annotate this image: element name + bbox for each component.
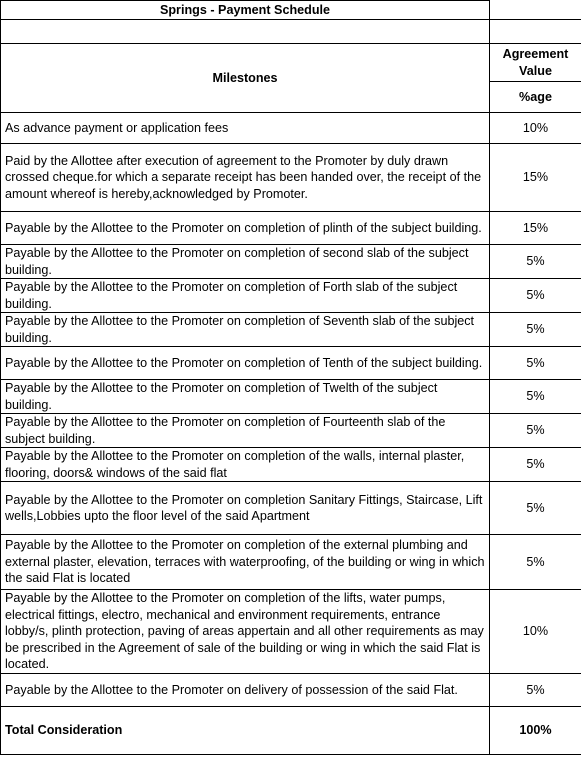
milestone-cell: Payable by the Allottee to the Promoter on completion of the walls, internal plaster, flooring, doors& windows of the said flat [1, 448, 490, 482]
total-label: Total Consideration [1, 707, 490, 755]
blank-cell [1, 20, 490, 44]
table-row [1, 279, 581, 313]
table-row [1, 313, 581, 347]
milestone-cell: Payable by the Allottee to the Promoter on completion of Fourteenth slab of the subject building. [1, 414, 490, 448]
table-row [1, 414, 581, 448]
blank-cell [490, 20, 581, 44]
table-row [1, 590, 581, 674]
total-value: 100% [490, 707, 581, 755]
table-row [1, 674, 581, 707]
percent-cell: 5% [490, 380, 581, 414]
table-row [1, 380, 581, 414]
percent-cell: 5% [490, 448, 581, 482]
milestone-cell: Payable by the Allottee to the Promoter on completion of Seventh slab of the subject building. [1, 313, 490, 347]
milestone-cell: Paid by the Allottee after execution of agreement to the Promoter by duly drawn crossed cheque.for which a separate receipt has been handed over, the receipt of the amount whereof is hereby,acknowledged by Promoter. [1, 144, 490, 212]
milestone-cell: Payable by the Allottee to the Promoter on completion of the lifts, water pumps, electrical fittings, electro, mechanical and environment requirements, entrance lobby/s, plinth protection, paving of areas appertain and all other requirements as may be prescribed in the Agreement of sale of the building or wing in which the said Flat is located. [1, 590, 490, 674]
milestone-cell: As advance payment or application fees [1, 113, 490, 144]
schedule-title: Springs - Payment Schedule [1, 1, 490, 20]
milestone-cell: Payable by the Allottee to the Promoter on completion of plinth of the subject building. [1, 212, 490, 245]
table-row [1, 482, 581, 535]
table-row [1, 245, 581, 279]
percent-cell: 5% [490, 414, 581, 448]
percent-cell: 10% [490, 590, 581, 674]
milestones-header: Milestones [1, 44, 490, 113]
total-row [1, 707, 581, 755]
percent-cell: 5% [490, 313, 581, 347]
agreement-value-header: Agreement Value [490, 44, 581, 82]
blank-row [1, 20, 581, 44]
title-row [1, 1, 581, 20]
percent-cell: 5% [490, 245, 581, 279]
milestone-cell: Payable by the Allottee to the Promoter on completion Sanitary Fittings, Staircase, Lift wells,Lobbies upto the floor level of the said Apartment [1, 482, 490, 535]
percent-cell: 5% [490, 347, 581, 380]
table-row [1, 212, 581, 245]
milestone-cell: Payable by the Allottee to the Promoter on completion of the external plumbing and external plaster, elevation, terraces with waterproofing, of the building or wing in which the said Flat is located [1, 535, 490, 590]
percent-cell: 10% [490, 113, 581, 144]
milestone-cell: Payable by the Allottee to the Promoter on completion of Twelth of the subject building. [1, 380, 490, 414]
milestone-cell: Payable by the Allottee to the Promoter on delivery of possession of the said Flat. [1, 674, 490, 707]
table-row [1, 448, 581, 482]
percent-cell: 5% [490, 279, 581, 313]
milestone-cell: Payable by the Allottee to the Promoter on completion of Forth slab of the subject building. [1, 279, 490, 313]
percent-cell: 5% [490, 674, 581, 707]
title-blank-cell [490, 1, 581, 20]
percent-cell: 15% [490, 212, 581, 245]
percent-cell: 5% [490, 535, 581, 590]
table-row [1, 144, 581, 212]
milestone-cell: Payable by the Allottee to the Promoter on completion of second slab of the subject building. [1, 245, 490, 279]
percent-cell: 15% [490, 144, 581, 212]
table-row [1, 535, 581, 590]
table-row [1, 347, 581, 380]
header-row [1, 44, 581, 82]
table-row [1, 113, 581, 144]
percent-header: %age [490, 82, 581, 113]
percent-cell: 5% [490, 482, 581, 535]
milestone-cell: Payable by the Allottee to the Promoter on completion of Tenth of the subject building. [1, 347, 490, 380]
